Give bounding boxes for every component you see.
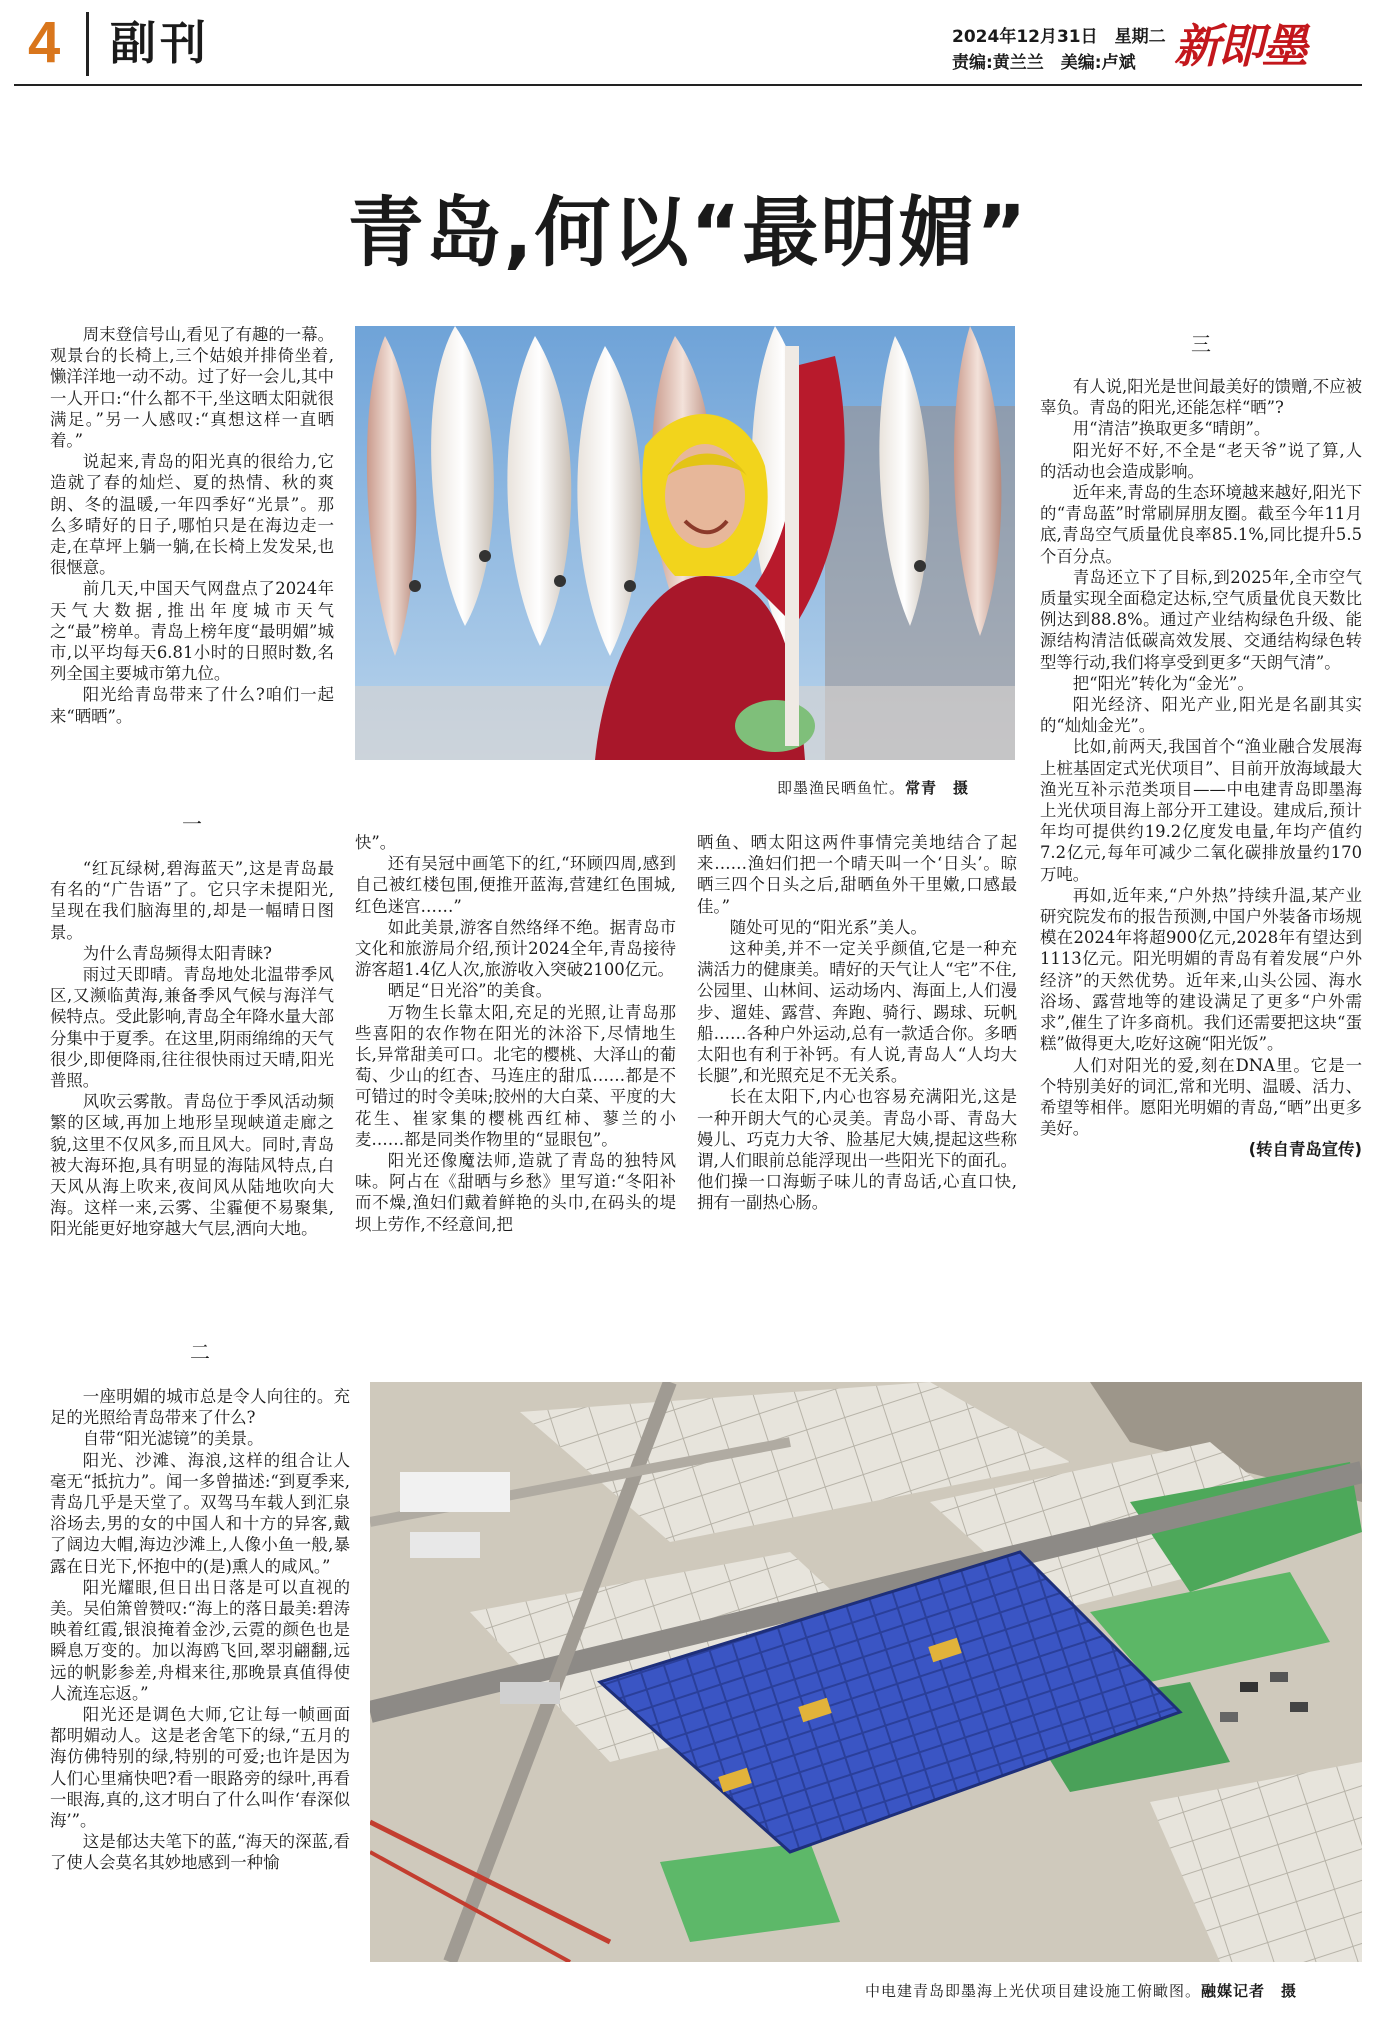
photo2-caption (865, 1980, 1297, 2001)
section-title: 副刊 (110, 16, 210, 70)
article-source: (转自青岛宣传) (1248, 1140, 1362, 1160)
paragraph: 阳光还像魔法师,造就了青岛的独特风味。阿占在《甜晒与乡愁》里写道:“冬阳补而不燥,渔妇们戴着鲜艳的头巾,在码头的堤坝上劳作,不经意间,把 (355, 1151, 676, 1234)
paragraph: 晒鱼、晒太阳这两件事情完美地结合了起来……渔妇们把一个晴天叫一个‘日头’。晾晒三四个日头之后,甜晒鱼外干里嫩,口感最佳。” (697, 833, 1017, 916)
column1-intro (50, 324, 334, 727)
paragraph: 有人说,阳光是世间最美好的馈赠,不应被辜负。青岛的阳光,还能怎样“晒”? (1040, 377, 1362, 418)
photo2-caption-text: 中电建青岛即墨海上光伏项目建设施工俯瞰图。 (865, 1982, 1202, 2000)
section-heading-two: 二 (190, 1340, 210, 1364)
paragraph: 万物生长靠太阳,充足的光照,让青岛那些喜阳的农作物在阳光的沐浴下,尽情地生长,异常甜美可口。北宅的樱桃、大泽山的葡萄、少山的红杏、马连庄的甜瓜……都是不可错过的时令美味;胶州的大白菜、平度的大花生、崔家集的樱桃西红柿、蓼兰的小麦……都是同类作物里的“显眼包”。 (355, 1002, 676, 1149)
column4-section-three (1040, 376, 1362, 1161)
column1-section-two (50, 1386, 350, 1874)
paragraph: 快”。 (355, 833, 397, 852)
header-rule (14, 84, 1362, 86)
paragraph: 青岛还立下了目标,到2025年,全市空气质量实现全面稳定达标,空气质量优良天数比例达到88.8%。通过产业结构绿色升级、能源结构清洁低碳高效发展、交通结构绿色转型等行动,我们将享受到更多“天朗气清”。 (1040, 567, 1362, 672)
column1-section-one (50, 858, 334, 1240)
paragraph: 把“阳光”转化为“金光”。 (1072, 673, 1254, 693)
editors-line: 责编:黄兰兰 美编:卢斌 (952, 53, 1136, 73)
page-number: 4 (28, 10, 61, 75)
paragraph: 长在太阳下,内心也容易充满阳光,这是一种开朗大气的心灵美。青岛小哥、青岛大嫚儿、巧克力大爷、脸基尼大姨,提起这些称谓,人们眼前总能浮现出一些阳光下的面孔。他们操一口海蛎子味儿的青岛话,心直口快,拥有一副热心肠。 (697, 1087, 1017, 1213)
paragraph: 阳光好不好,不全是“老天爷”说了算,人的活动也会造成影响。 (1040, 440, 1362, 481)
paragraph: 周末登信号山,看见了有趣的一幕。观景台的长椅上,三个姑娘并排倚坐着,懒洋洋地一动不动。过了好一会儿,其中一人开口:“什么都不干,坐这晒太阳就很满足。”另一人感叹:“真想这样一直晒着。” (50, 325, 334, 451)
paragraph: 前几天,中国天气网盘点了2024年天气大数据,推出年度城市天气之“最”榜单。青岛上榜年度“最明媚”城市,以平均每天6.81小时的日照时数,名列全国主要城市第九位。 (50, 579, 334, 684)
paragraph: 如此美景,游客自然络绎不绝。据青岛市文化和旅游局介绍,预计2024全年,青岛接待游客超1.4亿人次,旅游收入突破2100亿元。 (355, 917, 676, 980)
paragraph: 近年来,青岛的生态环境越来越好,阳光下的“青岛蓝”时常刷屏朋友圈。截至今年11月底,青岛空气质量优良率85.1%,同比提升5.5个百分点。 (1040, 483, 1362, 566)
paragraph: 为什么青岛频得太阳青睐? (82, 943, 272, 963)
photo1-caption (777, 777, 969, 798)
paragraph: 比如,前两天,我国首个“渔业融合发展海上桩基固定式光伏项目”、目前开放海域最大渔光互补示范类项目——中电建青岛即墨海上光伏项目海上部分开工建设。建成后,预计年均可提供约19.2亿度发电量,年均产值约7.2亿元,每年可减少二氧化碳排放量约170万吨。 (1040, 737, 1362, 884)
photo1-caption-text: 即墨渔民晒鱼忙。 (777, 779, 906, 797)
paragraph: 雨过天即晴。青岛地处北温带季风区,又濒临黄海,兼备季风气候与海洋气候特点。受此影响,青岛全年降水量大部分集中于夏季。在这里,阴雨绵绵的天气很少,即便降雨,往往很快雨过天晴,阳光普照。 (50, 965, 334, 1091)
paragraph: 这种美,并不一定关乎颜值,它是一种充满活力的健康美。晴好的天气让人“宅”不住,公园里、山林间、运动场内、海面上,人们漫步、遛娃、露营、奔跑、骑行、踢球、玩帆船……各种户外运动,总有一款适合你。多晒太阳也有利于补钙。有人说,青岛人“人均大长腿”,和光照充足不无关系。 (697, 939, 1017, 1086)
article-headline: 青岛,何以“最明媚” (347, 188, 1029, 277)
header-info (952, 24, 1166, 76)
paragraph: 阳光还是调色大师,它让每一帧画面都明媚动人。这是老舍笔下的绿,“五月的海仿佛特别的绿,特别的可爱;也许是因为人们心里痛快吧?看一眼路旁的绿叶,再看一眼海,真的,这才明白了什么叫作‘春深似海’”。 (50, 1705, 350, 1831)
paragraph: 阳光耀眼,但日出日落是可以直视的美。吴伯箫曾赞叹:“海上的落日最美:碧涛映着红霞,银浪掩着金沙,云霓的颜色也是瞬息万变的。加以海鸥飞回,翠羽翩翻,远远的帆影参差,舟楫来往,那晚景真值得使人流连忘返。” (50, 1577, 350, 1703)
photo1-author: 常青 摄 (905, 779, 970, 797)
column2-section-one (355, 832, 676, 1235)
paragraph: 这是郁达夫笔下的蓝,“海天的深蓝,看了使人会莫名其妙地感到一种愉 (50, 1832, 350, 1873)
solar-project-aerial-photo (370, 1382, 1362, 1962)
issue-date: 2024年12月31日 星期二 (952, 27, 1166, 47)
paragraph: 人们对阳光的爱,刻在DNA里。它是一个特别美好的词汇,常和光明、温暖、活力、希望等相伴。愿阳光明媚的青岛,“晒”出更多美好。 (1040, 1055, 1362, 1139)
paragraph: 自带“阳光滤镜”的美景。 (82, 1429, 264, 1449)
photo2-author: 融媒记者 摄 (1201, 1982, 1298, 2000)
column3-section-one (697, 832, 1017, 1214)
paragraph: 再如,近年来,“户外热”持续升温,某产业研究院发布的报告预测,中国户外装备市场规模在2024年将超900亿元,2028年有望达到1113亿元。阳光明媚的青岛有着发展“户外经济”的天然优势。近年来,山头公园、海水浴场、露营地等的建设满足了更多“户外需求”,催生了许多商机。我们还需要把这块“蛋糕”做得更大,吃好这碗“阳光饭”。 (1040, 885, 1362, 1054)
newspaper-logo: 新即墨 (1174, 19, 1306, 73)
paragraph: 说起来,青岛的阳光真的很给力,它造就了春的灿烂、夏的热情、秋的爽朗、冬的温暖,一年四季好“光景”。那么多晴好的日子,哪怕只是在海边走一走,在草坪上躺一躺,在长椅上发发呆,也很惬意。 (50, 452, 334, 578)
paragraph: 风吹云雾散。青岛位于季风活动频繁的区域,再加上地形呈现峡道走廊之貌,这里不仅风多,而且风大。同时,青岛被大海环抱,具有明显的海陆风特点,白天风从海上吹来,夜间风从陆地吹向大海。这样一来,云雾、尘霾便不易聚集,阳光能更好地穿越大气层,洒向大地。 (50, 1092, 334, 1239)
paragraph: “红瓦绿树,碧海蓝天”,这是青岛最有名的“广告语”了。它只字未提阳光,呈现在我们脑海里的,却是一幅晴日图景。 (50, 859, 334, 942)
section-heading-three: 三 (1191, 332, 1211, 356)
paragraph: 阳光经济、阳光产业,阳光是名副其实的“灿灿金光”。 (1040, 695, 1362, 736)
paragraph: 随处可见的“阳光系”美人。 (729, 917, 927, 937)
paragraph: 晒足“日光浴”的美食。 (387, 981, 553, 1001)
paragraph: 一座明媚的城市总是令人向往的。充足的光照给青岛带来了什么? (50, 1387, 350, 1428)
section-heading-one: 一 (182, 812, 202, 836)
header-divider (86, 12, 89, 76)
paragraph: 还有吴冠中画笔下的红,“环顾四周,感到自己被红楼包围,便推开蓝海,营建红色围城,红色迷宫……” (355, 854, 676, 916)
fish-drying-photo (355, 326, 1015, 760)
paragraph: 阳光给青岛带来了什么?咱们一起来“晒晒”。 (50, 685, 334, 726)
paragraph: 用“清洁”换取更多“晴朗”。 (1072, 419, 1271, 439)
paragraph: 阳光、沙滩、海浪,这样的组合让人毫无“抵抗力”。闻一多曾描述:“到夏季来,青岛几乎是天堂了。双驾马车载人到汇泉浴场去,男的女的中国人和十方的异客,戴了阔边大帽,海边沙滩上,人像小鱼一般,暴露在日光下,怀抱中的(是)熏人的咸风。” (50, 1450, 350, 1576)
